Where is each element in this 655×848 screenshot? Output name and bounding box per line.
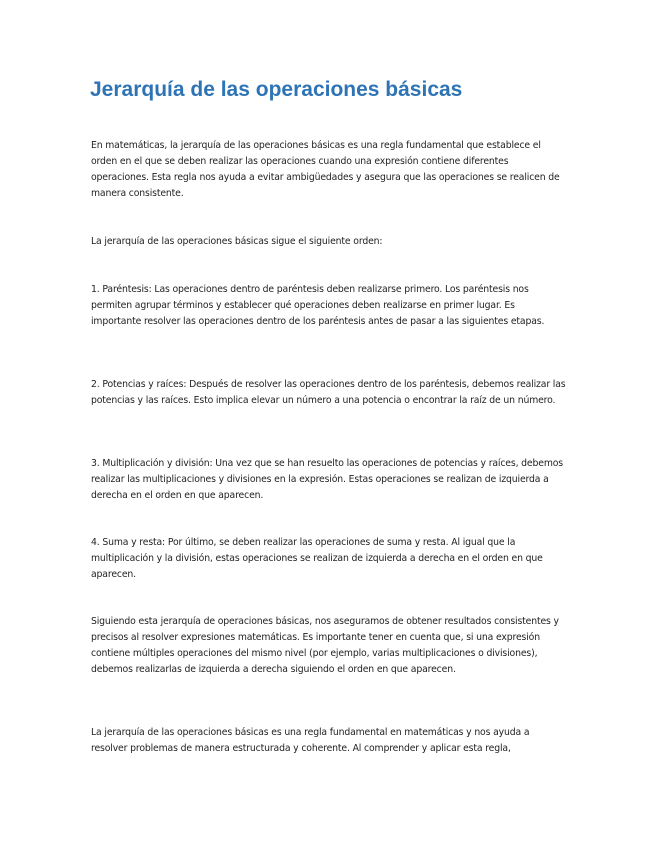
addition-subtraction-paragraph: 4. Suma y resta: Por último, se deben realizar las operaciones de suma y resta. Al igual que la multiplicación y la división, estas operaciones se realizan de izquierda a derecha en el orden en que aparecen. (91, 537, 543, 580)
consistency-paragraph: Siguiendo esta jerarquía de operaciones básicas, nos aseguramos de obtener resultados consistentes y precisos al resolver expresiones matemáticas. Es importante tener en cuenta que, si una expresión contiene múltiples operaciones del mismo nivel (por ejemplo, varias multiplicaciones o divisiones), debemos realizarlas de izquierda a derecha siguiendo el orden en que aparecen. (91, 616, 559, 675)
order-intro-paragraph: La jerarquía de las operaciones básicas sigue el siguiente orden: (91, 236, 383, 247)
multiplication-division-paragraph: 3. Multiplicación y división: Una vez que se han resuelto las operaciones de potencias y raíces, debemos realizar las multiplicaciones y divisiones en la expresión. Estas operaciones se realizan de izquierda a derecha en el orden en que aparecen. (91, 458, 563, 501)
powers-roots-paragraph: 2. Potencias y raíces: Después de resolver las operaciones dentro de los paréntesis, debemos realizar las potencias y las raíces. Esto implica elevar un número a una potencia o encontrar la raíz de un número. (91, 379, 566, 406)
document-title: Jerarquía de las operaciones básicas (90, 78, 463, 101)
intro-paragraph: En matemáticas, la jerarquía de las operaciones básicas es una regla fundamental que establece el orden en el que se deben realizar las operaciones cuando una expresión contiene diferentes operaciones. Esta regla nos ayuda a evitar ambigüedades y asegura que las operaciones se realicen de manera consistente. (91, 140, 560, 199)
parentheses-paragraph: 1. Paréntesis: Las operaciones dentro de paréntesis deben realizarse primero. Los paréntesis nos permiten agrupar términos y establecer qué operaciones deben realizarse en primer lugar. Es importante resolver las operaciones dentro de los paréntesis antes de pasar a las siguientes etapas. (91, 284, 545, 327)
conclusion-paragraph: La jerarquía de las operaciones básicas es una regla fundamental en matemáticas y nos ayuda a resolver problemas de manera estructurada y coherente. Al comprender y aplicar esta regla, (91, 727, 530, 754)
